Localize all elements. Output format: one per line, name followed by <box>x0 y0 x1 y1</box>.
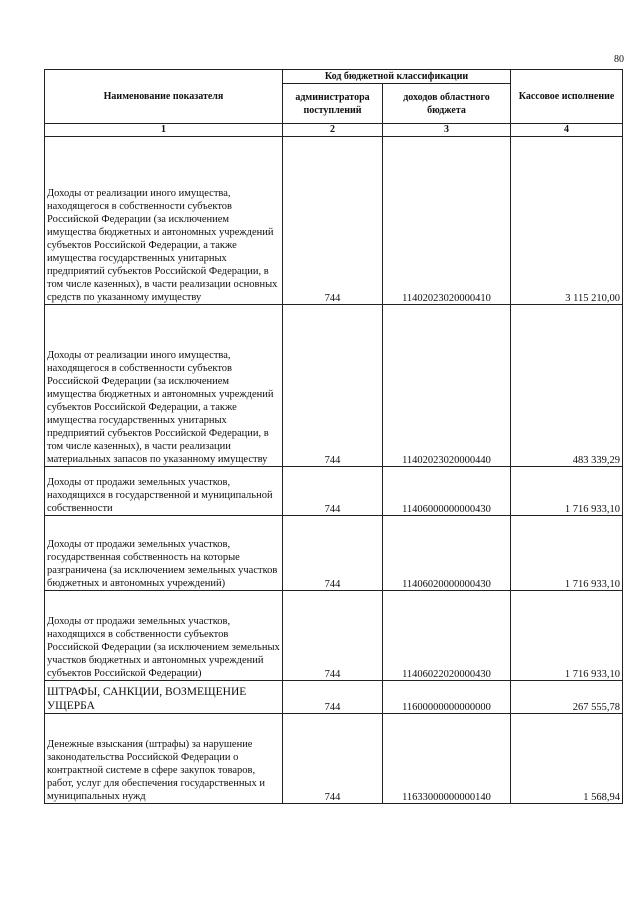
row-admin: 744 <box>283 516 383 591</box>
row-name: Денежные взыскания (штрафы) за нарушение законодательства Российской Федерации о контрактной системе в сфере закупок товаров, работ, услуг для обеспечения государственных и муниципальных нужд <box>45 714 283 804</box>
row-admin: 744 <box>283 305 383 467</box>
header-index-2: 2 <box>283 124 383 137</box>
budget-table <box>44 69 623 804</box>
row-name: Доходы от продажи земельных участков, государственная собственность на которые разграничена (за исключением земельных участков бюджетных и автономных учреждений) <box>45 516 283 591</box>
row-code: 11402023020000410 <box>383 137 511 305</box>
row-name: Доходы от реализации иного имущества, находящегося в собственности субъектов Российской Федерации (за исключением имущества бюджетных и автономных учреждений субъектов Российской Федерации, а также имущества государственных унитарных предприятий субъектов Российской Федерации, в том числе казенных), в части реализации основных средств по указанному имуществу <box>45 137 283 305</box>
table-row <box>45 305 623 467</box>
row-admin: 744 <box>283 681 383 714</box>
row-amount: 1 716 933,10 <box>511 467 623 516</box>
table-row <box>45 137 623 305</box>
row-code: 11406020000000430 <box>383 516 511 591</box>
header-admin: администратора поступлений <box>283 84 383 124</box>
row-name: Доходы от продажи земельных участков, находящихся в собственности субъектов Российской Федерации (за исключением земельных участков бюджетных и автономных учреждений субъектов Российской Федерации) <box>45 591 283 681</box>
header-name: Наименование показателя <box>45 70 283 124</box>
row-amount: 1 568,94 <box>511 714 623 804</box>
row-name: Доходы от реализации иного имущества, находящегося в собственности субъектов Российской Федерации (за исключением имущества бюджетных и автономных учреждений субъектов Российской Федерации, а также имущества государственных унитарных предприятий субъектов Российской Федерации, в том числе казенных), в части реализации материальных запасов по указанному имуществу <box>45 305 283 467</box>
row-code: 11633000000000140 <box>383 714 511 804</box>
row-amount: 1 716 933,10 <box>511 516 623 591</box>
row-admin: 744 <box>283 714 383 804</box>
header-index-3: 3 <box>383 124 511 137</box>
row-name: ШТРАФЫ, САНКЦИИ, ВОЗМЕЩЕНИЕ УЩЕРБА <box>45 681 283 714</box>
header-index-1: 1 <box>45 124 283 137</box>
row-code: 11406022020000430 <box>383 591 511 681</box>
row-code: 11406000000000430 <box>383 467 511 516</box>
page-number: 80 <box>614 54 624 65</box>
row-admin: 744 <box>283 467 383 516</box>
row-name: Доходы от продажи земельных участков, находящихся в государственной и муниципальной собственности <box>45 467 283 516</box>
row-admin: 744 <box>283 137 383 305</box>
table-row <box>45 591 623 681</box>
table-row <box>45 467 623 516</box>
header-cash: Кассовое исполнение <box>511 70 623 124</box>
row-code: 11600000000000000 <box>383 681 511 714</box>
row-amount: 483 339,29 <box>511 305 623 467</box>
header-income: доходов областного бюджета <box>383 84 511 124</box>
table-row <box>45 714 623 804</box>
table-row <box>45 516 623 591</box>
row-amount: 3 115 210,00 <box>511 137 623 305</box>
row-code: 11402023020000440 <box>383 305 511 467</box>
table-row <box>45 681 623 714</box>
row-admin: 744 <box>283 591 383 681</box>
header-code-group: Код бюджетной классификации <box>283 70 511 84</box>
row-amount: 1 716 933,10 <box>511 591 623 681</box>
header-index-4: 4 <box>511 124 623 137</box>
row-amount: 267 555,78 <box>511 681 623 714</box>
